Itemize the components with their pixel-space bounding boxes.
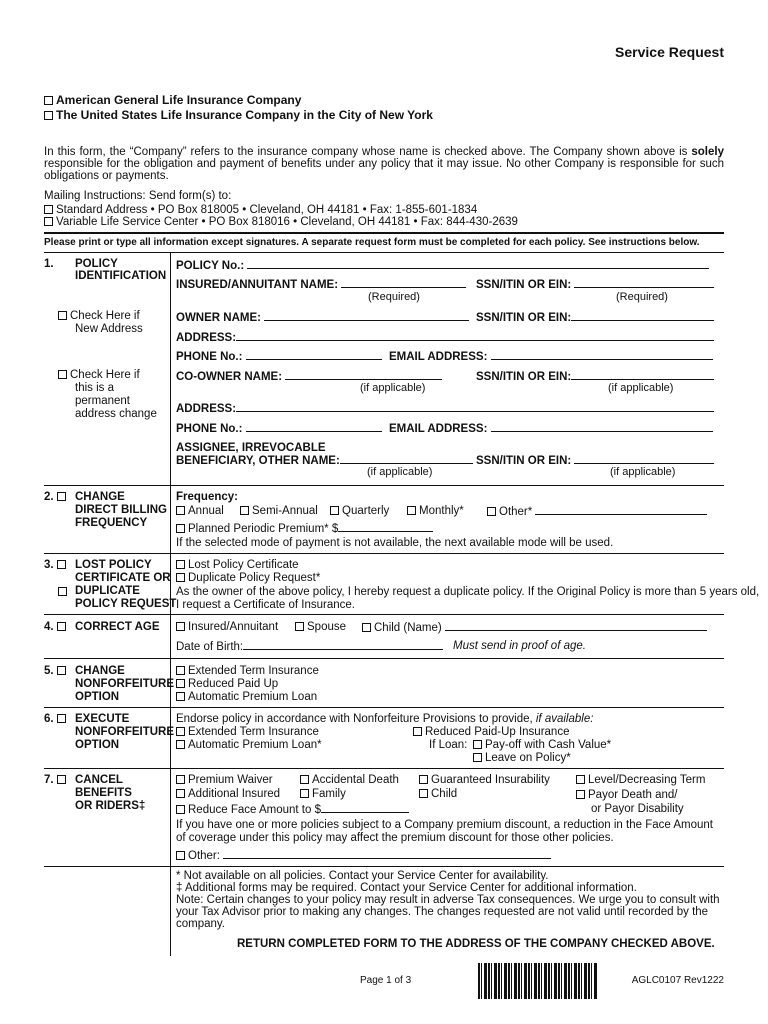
checkbox[interactable] [176, 679, 185, 688]
barcode [478, 963, 598, 999]
company-option-usl[interactable]: The United States Life Insurance Company in the City of New York [44, 108, 433, 122]
checkbox[interactable] [57, 622, 66, 631]
sec7-text1: If you have one or more policies subject to a Company premium discount, a reduction in the Face Amount [176, 819, 713, 831]
sec7-checkbox[interactable]: 7. [44, 774, 69, 786]
checkbox[interactable] [44, 205, 53, 214]
if-applicable-note: (if applicable) [367, 466, 433, 478]
sec4-title: CORRECT AGE [75, 621, 160, 633]
if-loan-label: If Loan: [429, 739, 468, 751]
dob-field[interactable]: Date of Birth: [176, 640, 443, 653]
sec4-checkbox[interactable]: 4. [44, 621, 69, 633]
checkbox[interactable] [176, 851, 185, 860]
coowner-email-field[interactable]: EMAIL ADDRESS: [389, 422, 713, 435]
sec3-text2: I request a Certificate of Insurance. [176, 599, 355, 611]
ex-extended-option[interactable]: Extended Term Insurance [176, 726, 319, 738]
freq-monthly[interactable]: Monthly* [407, 505, 464, 517]
checkbox[interactable] [240, 506, 249, 515]
sec2-checkbox[interactable]: 2. [44, 491, 69, 503]
sec5-title: CHANGE NONFORFEITURE OPTION [75, 665, 175, 703]
freq-quarterly[interactable]: Quarterly [330, 505, 389, 517]
required-note: (Required) [616, 291, 668, 303]
rider-level-term[interactable]: Level/Decreasing Term [576, 774, 705, 786]
sec6-intro: Endorse policy in accordance with Nonforfeiture Provisions to provide, if available: [176, 713, 594, 725]
owner-phone-field[interactable]: PHONE No.: [176, 350, 382, 363]
checkbox[interactable] [413, 727, 422, 736]
age-spouse-option[interactable]: Spouse [295, 621, 346, 633]
frequency-note: If the selected mode of payment is not available, the next available mode will be used. [176, 537, 614, 549]
sec7-title: CANCEL BENEFITS OR RIDERS‡ [75, 774, 146, 812]
if-applicable-note: (if applicable) [610, 466, 676, 478]
divider [44, 658, 724, 659]
coowner-ssn-field[interactable]: SSN/ITIN OR EIN: [476, 370, 714, 383]
coowner-phone-field[interactable]: PHONE No.: [176, 422, 382, 435]
owner-address-field[interactable]: ADDRESS: [176, 331, 714, 344]
nf-apl-option[interactable]: Automatic Premium Loan [176, 691, 317, 703]
sec1-num: 1. [44, 258, 54, 270]
age-insured-option[interactable]: Insured/Annuitant [176, 621, 278, 633]
intro-paragraph: In this form, the “Company” refers to the insurance company whose name is checked above. The Company shown above is solely responsible for the obligation and payment of benefits under any policy that it may issue. No other Company is responsible for such obligations or payments. [44, 146, 724, 182]
divider [44, 485, 724, 486]
duplicate-policy-option[interactable]: Duplicate Policy Request* [176, 572, 320, 584]
checkbox[interactable] [407, 506, 416, 515]
loan-leave-option[interactable]: Leave on Policy* [473, 752, 571, 764]
checkbox[interactable] [176, 740, 185, 749]
ex-apl-option[interactable]: Automatic Premium Loan* [176, 739, 322, 751]
checkbox[interactable] [473, 740, 482, 749]
divider [44, 252, 724, 253]
divider [44, 707, 724, 708]
checkbox[interactable] [176, 560, 185, 569]
divider [44, 232, 724, 234]
insured-name-field[interactable]: INSURED/ANNUITANT NAME: [176, 278, 466, 291]
sec3-dup-checkbox[interactable] [58, 586, 70, 598]
rider-family[interactable]: Family [300, 788, 346, 800]
checkbox[interactable] [44, 111, 53, 120]
planned-premium-field[interactable]: Planned Periodic Premium* $ [176, 522, 433, 535]
insured-ssn-field[interactable]: SSN/ITIN OR EIN: [476, 278, 714, 291]
ex-reduced-option[interactable]: Reduced Paid-Up Insurance [413, 726, 569, 738]
checkbox[interactable] [176, 573, 185, 582]
checkbox[interactable] [57, 775, 66, 784]
owner-email-field[interactable]: EMAIL ADDRESS: [389, 350, 713, 363]
checkbox[interactable] [57, 714, 66, 723]
sec7-text2: of coverage under this policy may affect the premium discount for those other policies. [176, 832, 614, 844]
checkbox[interactable] [330, 506, 339, 515]
rider-child[interactable]: Child [419, 788, 457, 800]
freq-annual[interactable]: Annual [176, 505, 224, 517]
mailing-standard[interactable]: Standard Address • PO Box 818005 • Cleveland, OH 44181 • Fax: 1-855-601-1834 [44, 204, 477, 216]
instructions: Please print or type all information except signatures. A separate request form must be completed for each policy. See instructions below. [44, 237, 700, 248]
checkbox[interactable] [176, 622, 185, 631]
checkbox[interactable] [44, 96, 53, 105]
sec6-checkbox[interactable]: 6. [44, 713, 69, 725]
rider-other-field[interactable]: Other: [176, 849, 551, 862]
coowner-name-field[interactable]: CO-OWNER NAME: [176, 370, 442, 383]
nf-extended-option[interactable]: Extended Term Insurance [176, 665, 319, 677]
checkbox[interactable] [57, 666, 66, 675]
proof-note: Must send in proof of age. [453, 640, 586, 652]
owner-name-field[interactable]: OWNER NAME: [176, 311, 469, 324]
return-instruction: RETURN COMPLETED FORM TO THE ADDRESS OF THE COMPANY CHECKED ABOVE. [237, 938, 715, 950]
checkbox[interactable] [176, 805, 185, 814]
mailing-label: Mailing Instructions: Send form(s) to: [44, 190, 232, 202]
nf-reduced-option[interactable]: Reduced Paid Up [176, 678, 278, 690]
sec6-title: EXECUTE NONFORFEITURE OPTION [75, 713, 175, 751]
new-address-check[interactable]: Check Here if New Address [58, 310, 143, 336]
sec1-title: POLICY IDENTIFICATION [75, 258, 167, 282]
freq-semiannual[interactable]: Semi-Annual [240, 505, 318, 517]
rider-additional[interactable]: Additional Insured [176, 788, 280, 800]
checkbox[interactable] [176, 506, 185, 515]
owner-ssn-field[interactable]: SSN/ITIN OR EIN: [476, 311, 714, 324]
checkbox[interactable] [473, 753, 482, 762]
required-note: (Required) [368, 291, 420, 303]
checkbox[interactable] [176, 727, 185, 736]
divider [44, 866, 724, 867]
checkbox[interactable] [295, 622, 304, 631]
rider-accidental[interactable]: Accidental Death [300, 774, 399, 786]
assignee-ssn-field[interactable]: SSN/ITIN OR EIN: [476, 454, 714, 467]
checkbox[interactable] [362, 623, 371, 632]
rider-guaranteed[interactable]: Guaranteed Insurability [419, 774, 550, 786]
company-option-agl[interactable]: American General Life Insurance Company [44, 93, 301, 107]
checkbox[interactable] [576, 790, 585, 799]
checkbox[interactable] [487, 507, 496, 516]
form-code: AGLC0107 Rev1222 [631, 975, 724, 986]
sec5-checkbox[interactable]: 5. [44, 665, 69, 677]
age-child-field[interactable]: Child (Name) [362, 621, 707, 634]
checkbox[interactable] [58, 587, 67, 596]
sec3-title: LOST POLICY CERTIFICATE OR DUPLICATE POLICY REQUEST [75, 559, 177, 610]
checkbox[interactable] [57, 560, 66, 569]
divider [44, 768, 724, 769]
lost-policy-option[interactable]: Lost Policy Certificate [176, 559, 299, 571]
checkbox[interactable] [58, 370, 67, 379]
if-applicable-note: (if applicable) [360, 382, 426, 394]
checkbox[interactable] [419, 775, 428, 784]
checkbox[interactable] [58, 311, 67, 320]
checkbox[interactable] [176, 666, 185, 675]
checkbox[interactable] [176, 775, 185, 784]
page-number: Page 1 of 3 [360, 975, 412, 986]
checkbox[interactable] [576, 775, 585, 784]
checkbox[interactable] [300, 789, 309, 798]
mailing-variable[interactable]: Variable Life Service Center • PO Box 818016 • Cleveland, OH 44181 • Fax: 844-430-2639 [44, 216, 518, 228]
checkbox[interactable] [44, 217, 53, 226]
assignee-name-field[interactable]: ASSIGNEE, IRREVOCABLE BENEFICIARY, OTHER NAME: [176, 442, 473, 467]
loan-payoff-option[interactable]: Pay-off with Cash Value* [473, 739, 611, 751]
footnotes: * Not available on all policies. Contact your Service Center for availability. ‡ Additional forms may be required. Contact your Service Center for additional information. Note: Certain changes to your policy may result in adverse Tax consequences. We urge you to consult with your Tax Advisor prior to making any changes. The changes requested are not valid until recorded by the company. [176, 870, 720, 930]
checkbox[interactable] [176, 789, 185, 798]
if-applicable-note: (if applicable) [608, 382, 674, 394]
policy-no-field[interactable]: POLICY No.: [176, 259, 709, 272]
permanent-address-check[interactable]: Check Here if this is a permanent address change [58, 369, 157, 421]
page-title: Service Request [615, 44, 724, 60]
reduce-face-field[interactable]: Reduce Face Amount to $ [176, 803, 409, 816]
divider [44, 553, 724, 554]
freq-other[interactable]: Other* [487, 505, 707, 518]
rider-waiver[interactable]: Premium Waiver [176, 774, 273, 786]
frequency-label: Frequency: [176, 491, 238, 503]
rider-payor[interactable]: Payor Death and/ or Payor Disability [576, 788, 684, 816]
checkbox[interactable] [300, 775, 309, 784]
sec2-title: CHANGE DIRECT BILLING FREQUENCY [75, 491, 167, 529]
sec3-lost-checkbox[interactable]: 3. [44, 559, 69, 571]
checkbox[interactable] [176, 524, 185, 533]
sec3-text1: As the owner of the above policy, I hereby request a duplicate policy. If the Original Policy is more than 5 years old, [176, 586, 760, 598]
coowner-address-field[interactable]: ADDRESS: [176, 402, 714, 415]
divider [44, 614, 724, 615]
checkbox[interactable] [419, 789, 428, 798]
checkbox[interactable] [57, 492, 66, 501]
checkbox[interactable] [176, 692, 185, 701]
